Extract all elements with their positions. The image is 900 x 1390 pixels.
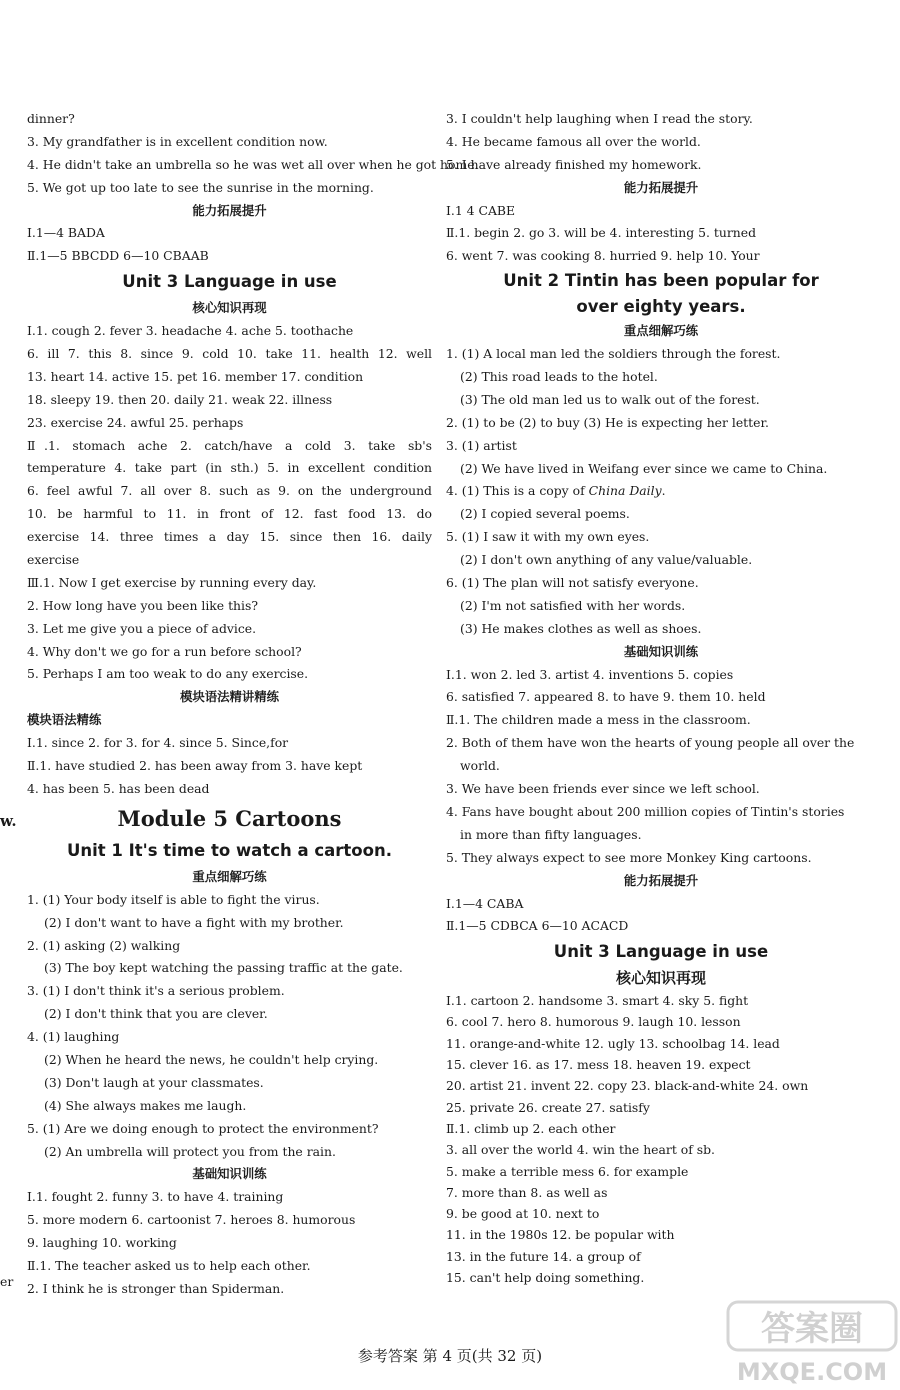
answer-line: 3. My grandfather is in excellent condition now. [27,133,328,149]
answer-line: 4. He didn't take an umbrella so he was wet all over when he got home. [27,156,479,172]
answer-line: in more than fifty languages. [460,826,642,842]
answer-line: 7. more than 8. as well as [446,1184,608,1200]
unit-title: Unit 1 It's time to watch a cartoon. [67,840,392,860]
answer-line: Ⅰ.1. since 2. for 3. for 4. since 5. Since,for [27,735,289,751]
answer-line: exercise 14. three times a day 15. since then 16. daily [27,529,432,545]
answer-line: 18. sleepy 19. then 20. daily 21. weak 22. illness [27,391,333,407]
answer-line: 10. be harmful to 11. in front of 12. fast food 13. do [27,506,432,522]
answer-line: 25. private 26. create 27. satisfy [446,1099,650,1115]
answer-line: 5. I have already finished my homework. [446,156,702,172]
answer-line: Ⅱ.1. climb up 2. each other [446,1120,616,1136]
answer-line: Ⅰ.1—4 BADA [27,225,105,241]
answer-line: 1. (1) Your body itself is able to fight the virus. [27,891,320,907]
answer-line: 15. can't help doing something. [446,1270,645,1286]
answer-line: 4. (1) laughing [27,1029,120,1045]
answer-line: 4. (1) This is a copy of China Daily. [446,483,666,499]
answer-line: 23. exercise 24. awful 25. perhaps [27,414,244,430]
answer-line: 2. I think he is stronger than Spiderman. [27,1280,285,1296]
module-title: Module 5 Cartoons [117,805,342,831]
answer-line: Ⅱ.1. begin 2. go 3. will be 4. interesting 5. turned [446,225,756,241]
answer-line: 5. more modern 6. cartoonist 7. heroes 8. humorous [27,1212,356,1228]
answer-line: 6. went 7. was cooking 8. hurried 9. help 10. Your [446,248,760,264]
answer-line: 20. artist 21. invent 22. copy 23. black-and-white 24. own [446,1078,809,1094]
answer-line: Ⅱ.1. have studied 2. has been away from 3. have kept [27,758,363,774]
answer-line: 9. be good at 10. next to [446,1206,600,1222]
unit-title: Unit 3 Language in use [553,942,769,962]
answer-line: 5. We got up too late to see the sunrise in the morning. [27,179,374,195]
answer-line: 6. cool 7. hero 8. humorous 9. laugh 10. lesson [446,1014,741,1030]
edge-text-fragment: w. [0,812,17,830]
answer-line: 13. in the future 14. a group of [446,1248,641,1264]
answer-line: (2) I copied several poems. [460,506,630,522]
unit-title: Unit 3 Language in use [122,272,337,292]
answer-line: 5. They always expect to see more Monkey King cartoons. [446,849,812,865]
answer-line: (2) I'm not satisfied with her words. [460,597,686,613]
answer-line: 5. Perhaps I am too weak to do any exercise. [27,666,309,682]
newspaper-title: China Daily [588,483,662,499]
answer-line: (2) This road leads to the hotel. [460,369,658,385]
answer-line: 2. How long have you been like this? [27,597,259,613]
answer-line: (2) When he heard the news, he couldn't help crying. [44,1051,379,1067]
answer-line: 6. satisfied 7. appeared 8. to have 9. them 10. held [446,689,766,705]
answer-line: 11. in the 1980s 12. be popular with [446,1227,675,1243]
answer-line: 2. Both of them have won the hearts of young people all over the [446,735,855,751]
answer-line: (2) We have lived in Weifang ever since we came to China. [460,460,828,476]
answer-line: (2) I don't own anything of any value/valuable. [460,552,753,568]
unit-title: Unit 2 Tintin has been popular for [503,271,819,291]
answer-line: 6. feel awful 7. all over 8. such as 9. on the underground [27,483,432,499]
answer-line: (2) I don't want to have a fight with my brother. [44,914,344,930]
watermark-logo [724,1296,900,1390]
answer-line: Ⅱ.1. The children made a mess in the classroom. [446,712,751,728]
answer-line: 2. (1) to be (2) to buy (3) He is expecting her letter. [446,414,769,430]
answer-line: (3) The boy kept watching the passing traffic at the gate. [44,960,403,976]
section-heading: 能力拓展提升 [192,202,267,218]
answer-line: Ⅲ.1. Now I get exercise by running every day. [27,574,317,590]
section-heading: 重点细解巧练 [623,323,699,339]
answer-line: (2) An umbrella will protect you from the rain. [44,1143,336,1159]
svg-text:答案圈: 答案圈 [761,1309,863,1349]
answer-line: Ⅱ.1. The teacher asked us to help each other. [27,1257,311,1273]
answer-line: dinner? [27,111,75,126]
unit-title-continued: over eighty years. [576,297,746,317]
answer-line: 3. Let me give you a piece of advice. [27,620,257,636]
answer-line: 4. has been 5. has been dead [27,780,210,796]
answer-line: Ⅰ.1 4 CABE [446,202,516,218]
edge-text-fragment: er [0,1274,14,1289]
answer-line: 1. (1) A local man led the soldiers through the forest. [446,346,781,362]
section-subheading: 模块语法精练 [27,712,102,728]
section-heading: 能力拓展提升 [623,179,699,195]
answer-line: Ⅱ.1—5 BBCDD 6—10 CBAAB [27,248,209,264]
answer-line: Ⅱ.1. stomach ache 2. catch/have a cold 3. take sb's [27,437,432,453]
answer-line: 5. (1) I saw it with my own eyes. [446,529,650,545]
answer-line: 4. He became famous all over the world. [446,133,701,149]
section-heading: 基础知识训练 [623,643,699,659]
svg-text:MXQE.COM: MXQE.COM [736,1358,888,1386]
section-heading: 核心知识再现 [615,969,706,988]
answer-line: exercise [27,552,80,568]
answer-line: (3) The old man led us to walk out of the forest. [460,391,760,407]
answer-line: Ⅰ.1—4 CABA [446,895,524,911]
answer-line: temperature 4. take part (in sth.) 5. in excellent condition [27,460,432,476]
answer-line: (3) Don't laugh at your classmates. [44,1074,264,1090]
answer-line: (2) I don't think that you are clever. [44,1006,268,1022]
answer-line: Ⅰ.1. won 2. led 3. artist 4. inventions 5. copies [446,666,734,682]
left-column [27,108,479,1301]
section-heading: 模块语法精讲精练 [179,689,280,705]
section-heading: 核心知识再现 [192,300,267,316]
answer-line: Ⅰ.1. fought 2. funny 3. to have 4. training [27,1189,284,1205]
answer-line: 6. ill 7. this 8. since 9. cold 10. take 11. health 12. well [27,346,432,362]
answer-line: 3. I couldn't help laughing when I read the story. [446,111,753,126]
answer-line: Ⅱ.1—5 CDBCA 6—10 ACACD [446,918,629,934]
answer-line: 3. all over the world 4. win the heart of sb. [446,1142,715,1158]
answer-line: 3. (1) I don't think it's a serious problem. [27,983,285,999]
answer-line: Ⅰ.1. cough 2. fever 3. headache 4. ache 5. toothache [27,323,354,339]
answer-line: 3. (1) artist [446,437,517,453]
answer-line: 11. orange-and-white 12. ugly 13. schoolbag 14. lead [446,1035,780,1051]
answer-line: 4. Fans have bought about 200 million copies of Tintin's stories [446,803,845,819]
section-heading: 基础知识训练 [192,1166,267,1182]
answer-line: 2. (1) asking (2) walking [27,937,181,953]
answer-line: (3) He makes clothes as well as shoes. [460,620,702,636]
answer-line: (4) She always makes me laugh. [44,1097,247,1113]
answer-line: Ⅰ.1. cartoon 2. handsome 3. smart 4. sky 5. fight [446,993,749,1009]
right-column [446,108,876,1288]
answer-line: 3. We have been friends ever since we left school. [446,781,760,797]
answer-line: 5. make a terrible mess 6. for example [446,1163,689,1179]
answer-line: 9. laughing 10. working [27,1235,177,1251]
answer-line: 6. (1) The plan will not satisfy everyone. [446,575,699,591]
answer-line: world. [460,758,500,774]
section-heading: 重点细解巧练 [192,868,267,884]
answer-line: 15. clever 16. as 17. mess 18. heaven 19. expect [446,1057,751,1073]
section-heading: 能力拓展提升 [623,872,699,888]
answer-line: 13. heart 14. active 15. pet 16. member 17. condition [27,368,364,384]
page-footer: 参考答案 第 4 页(共 32 页) [357,1347,543,1365]
answer-line: 5. (1) Are we doing enough to protect the environment? [27,1120,379,1136]
answer-line: 4. Why don't we go for a run before school? [27,643,302,659]
